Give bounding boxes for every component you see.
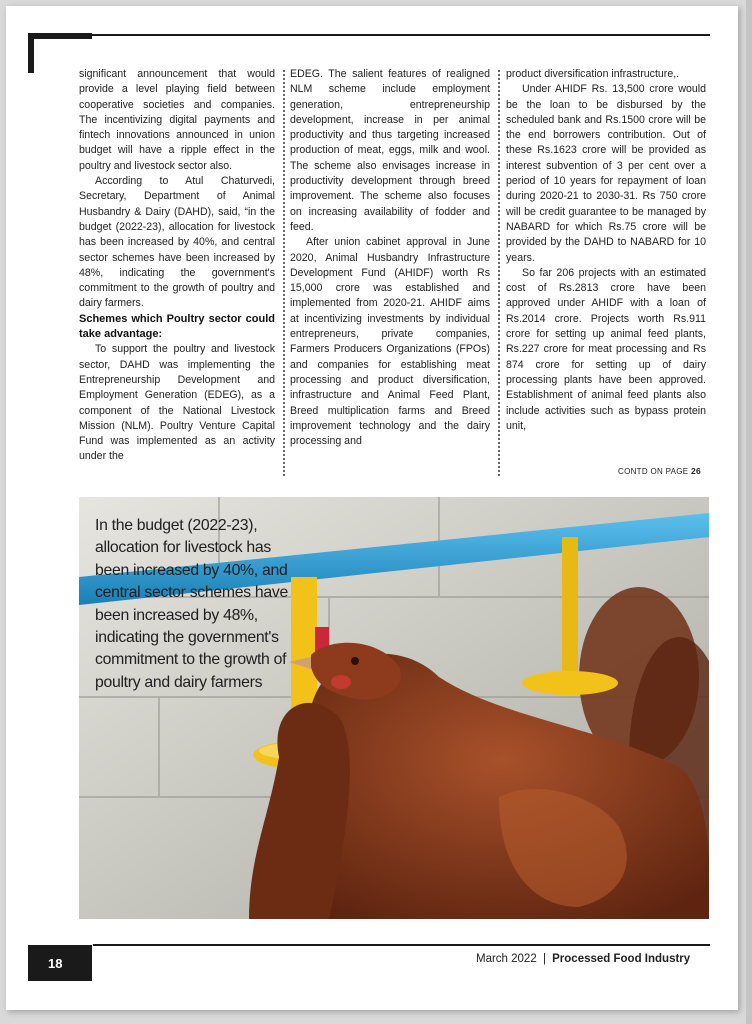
section-heading: Schemes which Poultry sector could take advantage:: [79, 312, 275, 341]
continued-label: CONTD ON PAGE: [618, 467, 689, 476]
paragraph: significant announcement that would provide a level playing field between cooperative societies and companies. The incentivizing digital payments and fintech innovations announced in union budget will have a ripple effect in the poultry and livestock sector also.: [79, 68, 275, 172]
paragraph: To support the poultry and livestock sector, DAHD was implementing the Entrepreneurship Development and Employment Generation (EDEG), as a component of the National Livestock Mission (NLM). Poultry Venture Capital Fund was implemented as an activity under the: [79, 343, 275, 463]
column-2: [290, 67, 490, 482]
corner-bar: [28, 33, 34, 73]
publication-name: Processed Food Industry: [552, 953, 691, 965]
paragraph: So far 206 projects with an estimated cost of Rs.2813 crore have been approved under AHIDF with a loan of Rs.2014 crore. Projects worth Rs.911 crore for setting up animal feed plants, Rs.227 crore for meat processing and Rs 874 crore for setting up of dairy processing plants have been approved. Establishment of animal feed plants also include activities such as bypass protein unit,: [506, 266, 706, 432]
page-number-box: [28, 945, 92, 981]
paragraph: Under AHIDF Rs. 13,500 crore would be the loan to be disbursed by the scheduled bank and Rs.1500 crore will be the end borrowers contribution. Out of these Rs.1623 crore will be provided as interest subvention of 3 per cent over a period of 10 years for repayment of loan during 2020-21 to 2030-31. Rs 750 crore will be credit guarantee to be managed by NABARD for which Rs.75 crore will be provided by the DAHD to NABARD for 10 years.: [506, 83, 706, 264]
paragraph: product diversification infrastructure,.: [506, 68, 680, 80]
paragraph: EDEG. The salient features of realigned NLM scheme include employment generation, entrepreneurship development, increase in per animal productivity and thus targeting increased production of meat, eggs, milk and wool. The scheme also envisages increase in productivity development through breed improvement. The scheme also focuses on increasing availability of fodder and feed.: [290, 68, 490, 233]
paragraph: After union cabinet approval in June 2020, Animal Husbandry Infrastructure Development Fund (AHIDF) worth Rs 15,000 crore was established and implemented from 2020-21. AHIDF aims at incentivizing investments by individual entrepreneurs, private companies, Farmers Producers Organizations (FPOs) and companies for establishing meat processing and product diversification, infrastructure and Animal Feed Plant, Breed multiplication farms and Breed improvement technology and the dairy processing and: [290, 236, 490, 448]
paragraph: According to Atul Chaturvedi, Secretary, Department of Animal Husbandry & Dairy (DAHD), said, “in the budget (2022-23), allocation for livestock has been increased by 40%, and central sector schemes have been increased by 48%, indicating the government's commitment to the growth of poultry and dairy farmers.: [79, 175, 275, 310]
magazine-page: [6, 6, 738, 1010]
continued-note: [618, 466, 701, 476]
footer: [476, 953, 690, 965]
page-edge: [746, 0, 752, 1024]
hens-photo: [79, 497, 709, 919]
column-separator: [498, 70, 500, 476]
page-number: 18: [48, 956, 63, 971]
top-rule-accent: [28, 33, 92, 39]
footer-separator: |: [542, 953, 546, 965]
top-rule: [28, 34, 710, 36]
pull-quote: In the budget (2022-23), allocation for livestock has been increased by 40%, and central sector schemes have been increased by 48%, indicating the government's commitment to the growth of poultry and dairy farmers: [95, 517, 288, 691]
continued-page: 26: [690, 466, 702, 476]
column-1: [79, 67, 275, 482]
column-3: [506, 67, 706, 482]
issue-date: March 2022: [476, 953, 537, 965]
column-separator: [283, 70, 285, 476]
bottom-rule: [93, 944, 710, 946]
